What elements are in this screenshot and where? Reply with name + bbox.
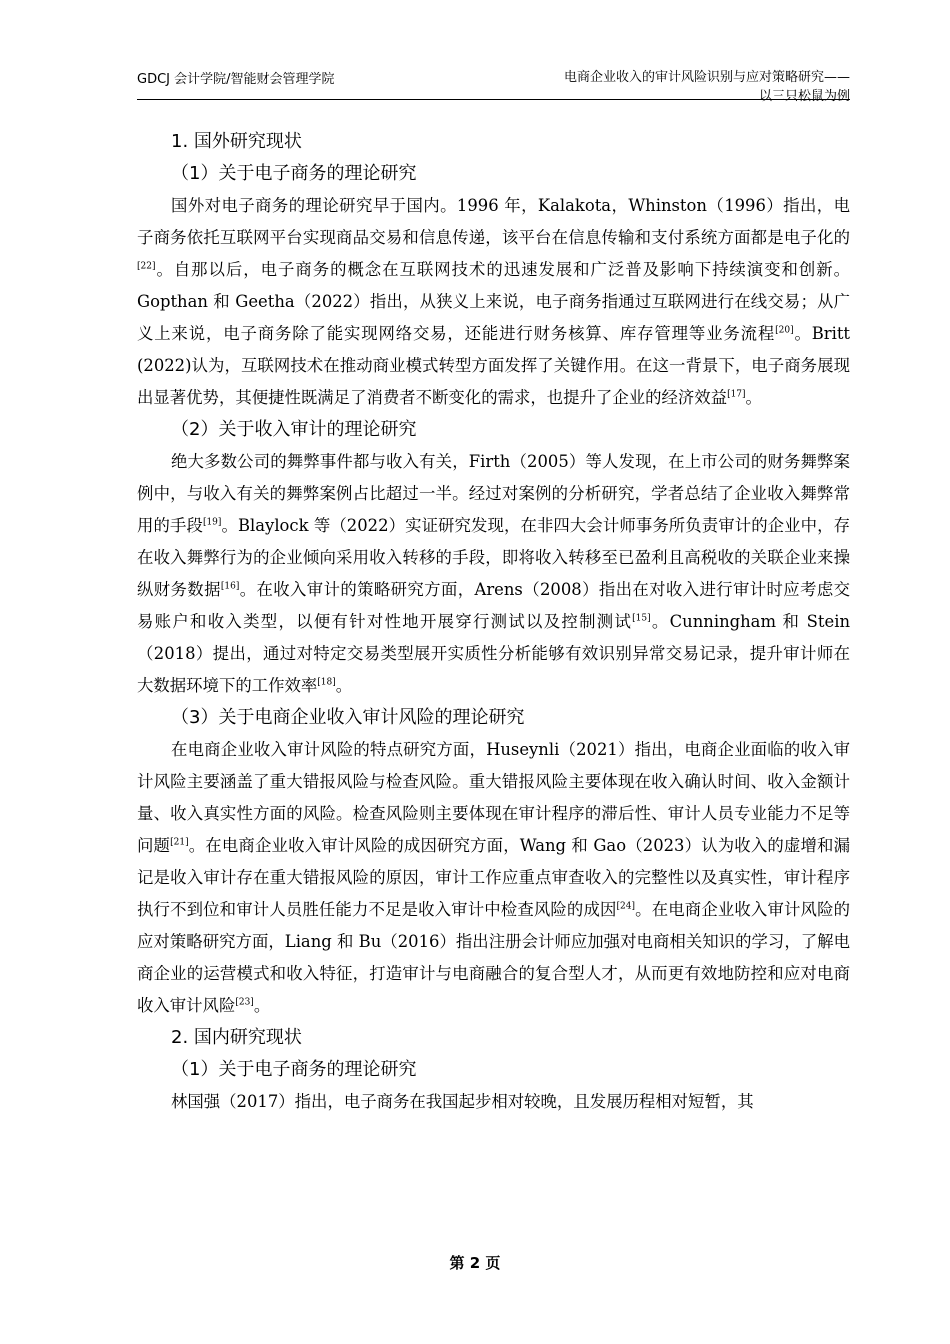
- citation-ref: [19]: [202, 517, 222, 528]
- citation-ref: [17]: [727, 389, 746, 400]
- section-heading-domestic: 2. 国内研究现状: [171, 1027, 302, 1048]
- paragraph-ecommerce-audit-risk: 在电商企业收入审计风险的特点研究方面，Huseynli（2021）指出，电商企业面临的收入审计风险主要涵盖了重大错报风险与检查风险。重大错报风险主要体现在收入确认时间、收入金额计量、收入真实性方面的风险。检查风险则主要体现在审计程序的滞后性、审计人员专业能力不足等问题[21]。在电商企业收入审计风险的成因研究方面，Wang 和 Gao（2023）认为收入的虚增和漏记是收入审计存在重大错报风险的原因，审计工作应重点审查收入的完整性以及真实性，审计程序执行不到位和审计人员胜任能力不足是收入审计中检查风险的成因[24]。在电商企业收入审计风险的应对策略研究方面，Liang 和 Bu（2016）指出注册会计师应加强对电商相关知识的学习，了解电商企业的运营模式和收入特征，打造审计与电商融合的复合型人才，从而更有效地防控和应对电商收入审计风险[23]。: [137, 740, 851, 1015]
- citation-ref: [15]: [632, 613, 651, 624]
- citation-ref: [20]: [775, 325, 794, 336]
- citation-ref: [23]: [235, 997, 254, 1008]
- subsection-heading-ecommerce-audit-risk: （3）关于电商企业收入审计风险的理论研究: [171, 707, 525, 728]
- paragraph-domestic-ecommerce: 林国强（2017）指出，电子商务在我国起步相对较晚，且发展历程相对短暂，其: [171, 1092, 754, 1111]
- paragraph-revenue-audit-theory: 绝大多数公司的舞弊事件都与收入有关，Firth（2005）等人发现，在上市公司的财务舞弊案例中，与收入有关的舞弊案例占比超过一半。经过对案例的分析研究，学者总结了企业收入舞弊常用的手段[19]。Blaylock 等（2022）实证研究发现，在非四大会计师事务所负责审计的企业中，存在收入舞弊行为的企业倾向采用收入转移的手段，即将收入转移至已盈利且高税收的关联企业来操纵财务数据[16]。在收入审计的策略研究方面，Arens（2008）指出在对收入进行审计时应考虑交易账户和收入类型，以便有针对性地开展穿行测试以及控制测试[15]。Cunningham 和 Stein（2018）提出，通过对特定交易类型展开实质性分析能够有效识别异常交易记录，提升审计师在大数据环境下的工作效率[18]。: [137, 452, 851, 695]
- header-title-line1: 电商企业收入的审计风险识别与应对策略研究——: [563, 70, 850, 85]
- citation-ref: [16]: [220, 581, 240, 592]
- citation-ref: [21]: [170, 837, 189, 848]
- subsection-heading-domestic-ecommerce: （1）关于电子商务的理论研究: [171, 1059, 417, 1080]
- subsection-heading-ecommerce: （1）关于电子商务的理论研究: [171, 163, 417, 184]
- header-institution: GDCJ 会计学院/智能财会管理学院: [137, 72, 335, 87]
- page-number: 第 2 页: [449, 1254, 501, 1272]
- page-body: [137, 126, 850, 1118]
- citation-ref: [24]: [616, 901, 636, 912]
- paragraph-ecommerce-theory: 国外对电子商务的理论研究早于国内。1996 年，Kalakota，Whinston（1996）指出，电子商务依托互联网平台实现商品交易和信息传递，该平台在信息传输和支付系统方面都是电子化的[22]。自那以后，电子商务的概念在互联网技术的迅速发展和广泛普及影响下持续演变和创新。Gopthan 和 Geetha（2022）指出，从狭义上来说，电子商务指通过互联网进行在线交易；从广义上来说，电子商务除了能实现网络交易，还能进行财务核算、库存管理等业务流程[20]。Britt (2022)认为，互联网技术在推动商业模式转型方面发挥了关键作用。在这一背景下，电子商务展现出显著优势，其便捷性既满足了消费者不断变化的需求，也提升了企业的经济效益[17]。: [137, 196, 851, 407]
- subsection-heading-revenue-audit: （2）关于收入审计的理论研究: [171, 419, 417, 440]
- citation-ref: [18]: [317, 677, 336, 688]
- header-title-line2: 以三只松鼠为例: [758, 89, 850, 104]
- citation-ref: [22]: [137, 261, 156, 272]
- section-heading-foreign: 1. 国外研究现状: [171, 131, 302, 152]
- header-divider: [137, 99, 850, 100]
- header-thesis-title: [470, 68, 850, 106]
